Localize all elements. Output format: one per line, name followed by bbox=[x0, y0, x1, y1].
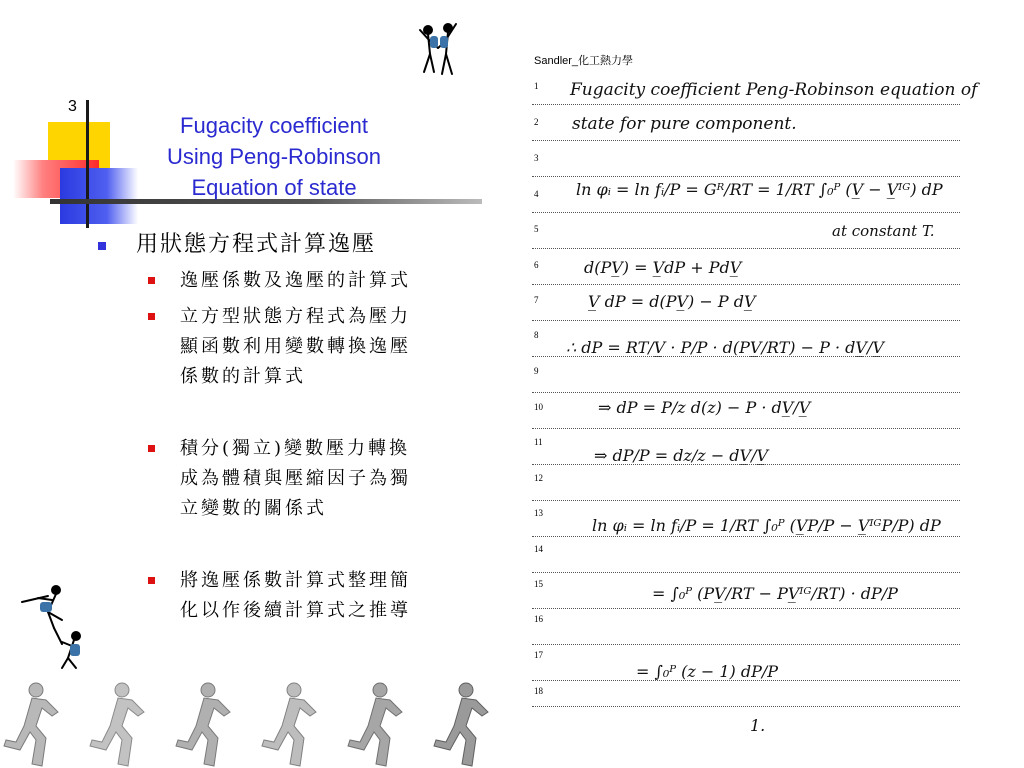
equation-note: at constant T. bbox=[832, 222, 935, 240]
line-number: 17 bbox=[534, 650, 543, 660]
deco-blue-block bbox=[60, 168, 138, 224]
bullet-text: 係數的計算式 bbox=[180, 366, 306, 387]
bullet-text: 成為體積與壓縮因子為獨 bbox=[180, 468, 411, 489]
bullet-text: 將逸壓係數計算式整理簡 bbox=[180, 570, 411, 591]
title-line: Using Peng-Robinson bbox=[166, 144, 382, 169]
line-number: 12 bbox=[534, 473, 543, 483]
equation: V̲ dP = d(PV̲) − P dV̲ bbox=[588, 292, 756, 311]
bullet-text: 用狀態方程式計算逸壓 bbox=[136, 232, 377, 257]
bullet-text: 顯函數利用變數轉換逸壓 bbox=[180, 336, 411, 357]
notes-header: Sandler_化工熱力學 bbox=[534, 55, 634, 67]
line-number: 7 bbox=[534, 295, 539, 305]
ruled-line bbox=[532, 176, 960, 177]
line-number: 6 bbox=[534, 260, 539, 270]
slide-title bbox=[140, 110, 408, 203]
notes-page-number: 1. bbox=[750, 716, 766, 735]
ruled-line bbox=[532, 248, 960, 249]
equation: ln φᵢ = ln fᵢ/P = 1/RT ∫₀ᴾ (V̲P/P − V̲ᴵᴳP/P) dP bbox=[592, 516, 941, 535]
ruled-line bbox=[532, 212, 960, 213]
bullet-square-icon bbox=[148, 313, 155, 320]
equation: ⇒ dP/P = dz/z − dV̲/V̲ bbox=[594, 446, 769, 465]
ruled-line bbox=[532, 706, 960, 707]
bullet-text: 積分(獨立)變數壓力轉換 bbox=[180, 438, 411, 459]
bullet-text: 逸壓係數及逸壓的計算式 bbox=[180, 270, 411, 291]
bullet-square-icon bbox=[148, 445, 155, 452]
title-line: Fugacity coefficient bbox=[180, 113, 368, 138]
line-number: 1 bbox=[534, 81, 539, 91]
line-number: 5 bbox=[534, 224, 539, 234]
ruled-line bbox=[532, 500, 960, 501]
line-number: 3 bbox=[534, 153, 539, 163]
ruled-line bbox=[532, 608, 960, 609]
bullet-text: 立變數的關係式 bbox=[180, 498, 327, 519]
bullet-list bbox=[96, 230, 476, 626]
notes-title-line: state for pure component. bbox=[572, 114, 797, 134]
ruled-line bbox=[532, 572, 960, 573]
bullet-square-icon bbox=[148, 277, 155, 284]
line-number: 16 bbox=[534, 614, 543, 624]
bullet-main bbox=[96, 230, 476, 260]
sub-bullet bbox=[96, 566, 470, 626]
line-number: 18 bbox=[534, 686, 543, 696]
deco-vertical-line bbox=[86, 100, 89, 228]
line-number: 4 bbox=[534, 189, 539, 199]
ruled-line bbox=[532, 284, 960, 285]
ruled-line bbox=[532, 392, 960, 393]
ruled-line bbox=[532, 140, 960, 141]
bullet-square-icon bbox=[148, 577, 155, 584]
bullet-text: 化以作後續計算式之推導 bbox=[180, 600, 411, 621]
hikers-clipart bbox=[412, 20, 462, 78]
line-number: 2 bbox=[534, 117, 539, 127]
line-number: 13 bbox=[534, 508, 543, 518]
notes-title-line: Fugacity coefficient Peng-Robinson equation of bbox=[570, 80, 978, 100]
equation: ⇒ dP = P/z d(z) − P · dV̲/V̲ bbox=[598, 398, 811, 417]
equation: ln φᵢ = ln fᵢ/P = Gᴿ/RT = 1/RT ∫₀ᴾ (V̲ − V̲ᴵᴳ) dP bbox=[576, 180, 943, 199]
ruled-line bbox=[532, 320, 960, 321]
line-number: 15 bbox=[534, 579, 543, 589]
runners-row-clipart bbox=[0, 676, 490, 768]
ruled-line bbox=[532, 104, 960, 105]
equation: d(PV̲) = V̲dP + PdV̲ bbox=[584, 258, 742, 277]
sub-bullet bbox=[96, 434, 470, 524]
ruled-line bbox=[532, 536, 960, 537]
line-number: 9 bbox=[534, 366, 539, 376]
sub-bullet bbox=[96, 266, 470, 296]
bullet-text: 立方型狀態方程式為壓力 bbox=[180, 306, 411, 327]
bullet-square-icon bbox=[98, 242, 106, 250]
equation: = ∫₀ᴾ (z − 1) dP/P bbox=[636, 662, 779, 681]
line-number: 14 bbox=[534, 544, 543, 554]
title-line: Equation of state bbox=[191, 175, 357, 200]
climbers-clipart bbox=[18, 584, 88, 670]
equation: ∴ dP = RT/V̲ · P/P · d(PV̲/RT) − P · dV̲/V̲ bbox=[566, 338, 884, 357]
equation: = ∫₀ᴾ (PV̲/RT − PV̲ᴵᴳ/RT) · dP/P bbox=[652, 584, 898, 603]
slide-number: 3 bbox=[68, 98, 77, 115]
ruled-line bbox=[532, 428, 960, 429]
sub-bullet bbox=[96, 302, 470, 392]
line-number: 10 bbox=[534, 402, 543, 412]
ruled-line bbox=[532, 644, 960, 645]
line-number: 11 bbox=[534, 437, 543, 447]
line-number: 8 bbox=[534, 330, 539, 340]
